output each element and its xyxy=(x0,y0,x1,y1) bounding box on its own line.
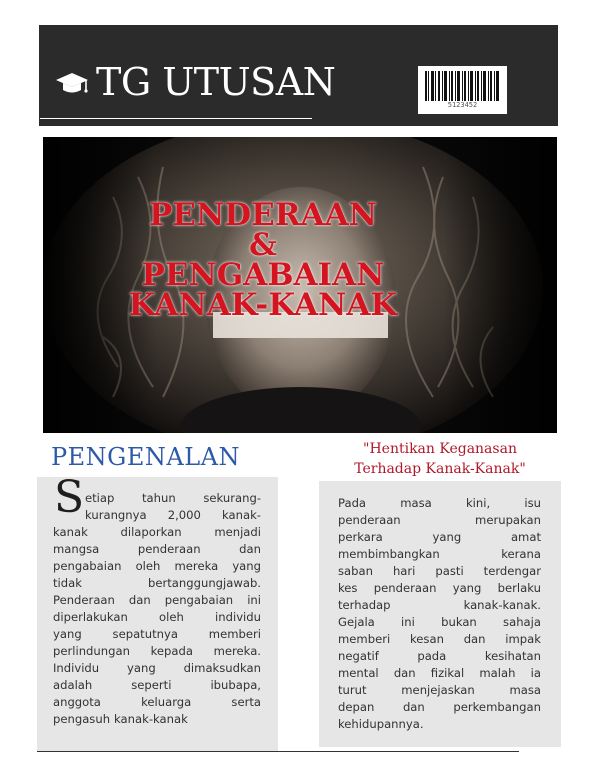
text-line: negatif pada kesihatan xyxy=(338,649,541,663)
text-line: depan dan perkembangan xyxy=(338,700,541,714)
headline-line: PENDERAAN xyxy=(149,197,377,233)
text-line: kes penderaan yang berlaku xyxy=(338,581,541,595)
barcode-bars xyxy=(424,71,501,101)
text-line: perlindungan kepada mereka. xyxy=(53,644,261,658)
text-line: turut menjejaskan masa xyxy=(338,683,541,697)
text-line: mangsa penderaan dan xyxy=(53,542,261,556)
graduation-cap-icon xyxy=(55,70,89,96)
body-column xyxy=(319,481,561,747)
body-text xyxy=(338,495,541,733)
text-line: Pada masa kini, isu xyxy=(338,496,541,510)
text-line: membimbangkan kerana xyxy=(338,547,541,561)
text-line: mental dan fizikal malah ia xyxy=(338,666,541,680)
text-line: yang sepatutnya memberi xyxy=(53,627,261,641)
text-line: pengabaian oleh mereka yang xyxy=(53,559,261,573)
barcode-number: 5123452 xyxy=(447,101,478,109)
drop-cap: S xyxy=(54,472,85,523)
intro-column xyxy=(37,472,278,751)
text-line: etiap tahun sekurang- xyxy=(85,491,261,505)
brand-title: TG UTUSAN xyxy=(96,60,336,104)
text-line: kurangnya 2,000 kanak- xyxy=(85,508,261,522)
text-line: pengasuh kanak-kanak xyxy=(53,712,188,726)
text-line: kanak dilaporkan menjadi xyxy=(53,525,261,539)
headline-line: PENGABAIAN xyxy=(141,257,385,293)
text-line: memberi kesan dan impak xyxy=(338,632,541,646)
quote-line: Terhadap Kanak-Kanak" xyxy=(354,461,526,477)
text-line: perkara yang amat xyxy=(338,530,541,544)
text-line: tidak bertanggungjawab. xyxy=(53,576,261,590)
text-line: Gejala ini bukan sahaja xyxy=(338,615,541,629)
text-line: Penderaan dan pengabaian ini xyxy=(53,593,261,607)
text-line: anggota keluarga serta xyxy=(53,695,261,709)
pull-quote xyxy=(322,439,558,479)
masthead-divider xyxy=(40,118,312,119)
text-line: adalah seperti ibubapa, xyxy=(53,678,261,692)
bottom-divider xyxy=(37,751,519,752)
text-line: kehidupannya. xyxy=(338,717,424,731)
cover-headline xyxy=(43,197,483,323)
headline-line: & xyxy=(249,227,277,263)
text-line: saban hari pasti terdengar xyxy=(338,564,541,578)
headline-line: KANAK-KANAK xyxy=(128,287,398,323)
quote-line: "Hentikan Keganasan xyxy=(363,441,517,457)
intro-text xyxy=(53,490,261,728)
text-line: terhadap kanak-kanak. xyxy=(338,598,541,612)
text-line: penderaan merupakan xyxy=(338,513,541,527)
section-title: PENGENALAN xyxy=(51,443,240,471)
barcode xyxy=(418,66,507,114)
text-line: diperlakukan oleh individu xyxy=(53,610,261,624)
text-line: Individu yang dimaksudkan xyxy=(53,661,261,675)
